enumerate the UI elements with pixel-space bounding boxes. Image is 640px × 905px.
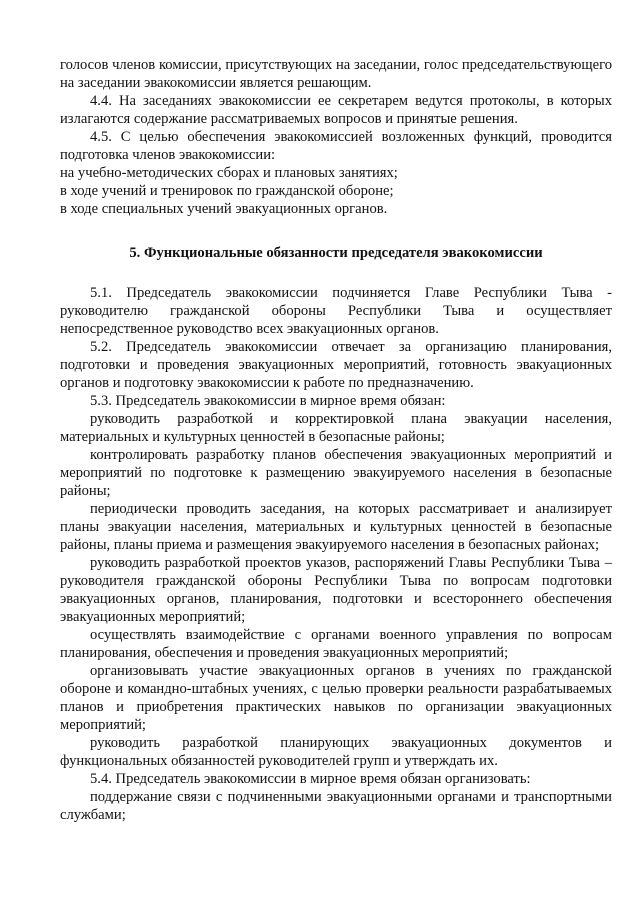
paragraph-4-5: 4.5. С целью обеспечения эвакокомиссией возложенных функций, проводится подготовка членов эвакокомиссии: <box>60 129 612 163</box>
organize-item-1: поддержание связи с подчиненными эвакуационными органами и транспортными службами; <box>60 789 612 823</box>
duty-item-7: руководить разработкой планирующих эвакуационных документов и функциональных обязанностей руководителей групп и утверждать их. <box>60 735 612 769</box>
paragraph-5-2: 5.2. Председатель эвакокомиссии отвечает за организацию планирования, подготовки и проведения эвакуационных мероприятий, готовность эвакуационных органов и подготовку эвакокомиссии к работе по предназначению. <box>60 339 612 391</box>
paragraph-4-4: 4.4. На заседаниях эвакокомиссии ее секретарем ведутся протоколы, в которых излагаются содержание рассматриваемых вопросов и принятые решения. <box>60 93 612 127</box>
duty-item-6: организовывать участие эвакуационных органов в учениях по гражданской обороне и командно-штабных учениях, с целью проверки реальности разрабатываемых планов и приобретения практических навыков по организации эвакуационных мероприятий; <box>60 663 612 733</box>
list-item-training-3: в ходе специальных учений эвакуационных органов. <box>60 201 388 217</box>
duty-item-3: периодически проводить заседания, на которых рассматривает и анализирует планы эвакуации населения, материальных и культурных ценностей в безопасные районы, планы приема и размещения эвакуируемого населения в безопасных районах; <box>60 501 612 553</box>
paragraph-5-3: 5.3. Председатель эвакокомиссии в мирное время обязан: <box>90 393 446 409</box>
duty-item-4: руководить разработкой проектов указов, распоряжений Главы Республики Тыва – руководителя гражданской обороны Республики Тыва по вопросам подготовки эвакуационных органов, планирования, подготовки и всестороннего обеспечения эвакуационных мероприятий; <box>60 555 612 625</box>
list-item-training-1: на учебно-методических сборах и плановых занятиях; <box>60 165 398 181</box>
duty-item-2: контролировать разработку планов обеспечения эвакуационных мероприятий и мероприятий по подготовке к размещению эвакуируемого населения в безопасные районы; <box>60 447 612 499</box>
paragraph-5-4: 5.4. Председатель эвакокомиссии в мирное время обязан организовать: <box>90 771 531 787</box>
duty-item-5: осуществлять взаимодействие с органами военного управления по вопросам планирования, обеспечения и проведения эвакуационных мероприятий; <box>60 627 612 661</box>
section-title: 5. Функциональные обязанности председателя эвакокомиссии <box>129 245 543 261</box>
duty-item-1: руководить разработкой и корректировкой плана эвакуации населения, материальных и культурных ценностей в безопасные районы; <box>60 411 612 445</box>
paragraph-voting: голосов членов комиссии, присутствующих на заседании, голос председательствующего на заседании эвакокомиссии является решающим. <box>60 57 612 91</box>
list-item-training-2: в ходе учений и тренировок по гражданской обороне; <box>60 183 394 199</box>
paragraph-5-1: 5.1. Председатель эвакокомиссии подчиняется Главе Республики Тыва - руководителю гражданской обороны Республики Тыва и осуществляет непосредственное руководство всех эвакуационных органов. <box>60 285 612 337</box>
